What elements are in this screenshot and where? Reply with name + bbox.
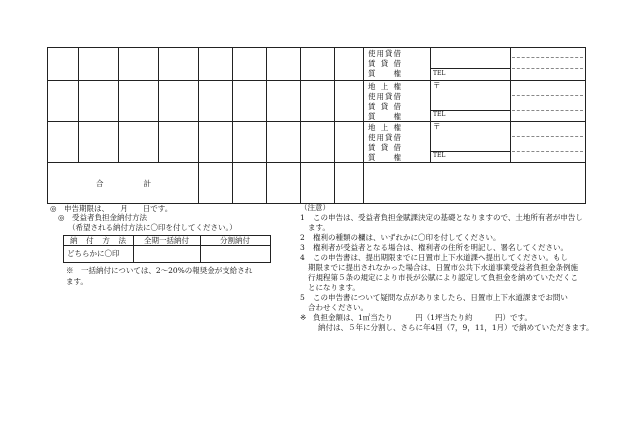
table-grid-line (63, 245, 271, 246)
note-line: 権利の種類の欄は、いずれかに〇印を付してください。 (313, 233, 501, 242)
table-grid-line (270, 235, 271, 263)
payment-heading: ◎ 受益者負担金納付方法 (58, 213, 148, 222)
right-type-label: 賃貸借 (368, 102, 401, 111)
postal-mark: 〒 (433, 81, 441, 90)
right-type-label: 使用貸借 (368, 49, 401, 58)
right-type-label: 質権 (368, 112, 401, 121)
note-line: 行規程第５条の規定により市長が公賦により認定して負担金を納めていただくこ (308, 273, 578, 282)
dashed-guide-line (512, 68, 583, 69)
table-grid-line (47, 162, 48, 204)
table-grid-line (198, 162, 199, 204)
note-line: この申告書について疑問な点がありましたら、日置市上下水道課までお問い (313, 293, 568, 302)
table-grid-line (300, 162, 301, 204)
table-grid-line (47, 47, 586, 48)
right-type-label: 使用貸借 (368, 92, 401, 101)
table-grid-line (47, 80, 586, 81)
payment-header-cell: 分割納付 (220, 236, 250, 245)
note-line: 負担金額は、1㎡当たり 円（1坪当たり約 円）です。 (313, 313, 532, 322)
table-grid-line (363, 47, 364, 163)
table-grid-line (47, 162, 586, 163)
table-grid-line (232, 47, 233, 163)
note-marker: 2 (300, 233, 305, 242)
dashed-guide-line (512, 136, 583, 137)
notes-heading: （注意） (300, 203, 330, 212)
payment-instruction: （希望される納付方法に〇印を付してください。） (68, 223, 237, 232)
table-grid-line (63, 262, 271, 263)
right-type-label: 地上権 (368, 82, 401, 91)
dashed-guide-line (512, 57, 583, 58)
payment-header-cell: 全期一括納付 (144, 236, 189, 245)
dashed-guide-line (512, 95, 583, 96)
table-grid-line (266, 47, 267, 163)
table-grid-line (585, 162, 586, 204)
note-marker: 4 (300, 253, 305, 262)
note-line: 権利者が受益者となる場合は、権利者の住所を明記し、署名してください。 (313, 243, 568, 252)
table-grid-line (334, 47, 335, 163)
note-line: ます。 (308, 223, 330, 232)
right-type-label: 質権 (368, 69, 401, 78)
dashed-guide-line (512, 151, 583, 152)
table-grid-line (585, 47, 586, 163)
payment-row-label: どちらかに〇印 (67, 249, 120, 258)
table-grid-line (430, 47, 431, 163)
table-grid-line (510, 47, 511, 163)
note-line: とになります。 (308, 283, 360, 292)
deadline-text: ◎ 申告期限は、 月 日です。 (50, 204, 173, 213)
table-grid-line (363, 162, 364, 204)
note-marker: ※ (300, 313, 307, 322)
note-line: 期限までに提出されなかった場合は、日置市公共下水道事業受益者負担金条例施 (308, 263, 578, 272)
table-grid-line (334, 162, 335, 204)
table-grid-line (47, 47, 48, 163)
note-marker: 1 (300, 213, 305, 222)
reward-note-line: ます。 (66, 277, 88, 286)
right-type-label: 賃貸借 (368, 59, 401, 68)
right-type-label: 使用貸借 (368, 133, 401, 142)
table-grid-line (232, 162, 233, 204)
table-grid-line (63, 235, 64, 263)
table-grid-line (158, 47, 159, 163)
note-line: この申告は、受益者負担金賦課決定の基礎となりますので、土地所有者が申告し (313, 213, 583, 222)
tel-label: TEL (433, 111, 446, 118)
note-line: 納付は、５年に分割し、さらに年4回（7，9，11，1月）で納めていただきます。 (318, 323, 594, 332)
right-type-label: 賃貸借 (368, 143, 401, 152)
tel-label: TEL (433, 152, 446, 159)
table-grid-line (300, 47, 301, 163)
table-grid-line (47, 121, 586, 122)
table-grid-line (78, 47, 79, 163)
tel-label: TEL (433, 70, 446, 77)
note-line: 合わせください。 (308, 303, 368, 312)
right-type-label: 地上権 (368, 123, 401, 132)
note-marker: 5 (300, 293, 305, 302)
right-type-label: 質権 (368, 153, 401, 162)
total-label: 合計 (96, 179, 151, 188)
payment-header-cell: 納付方法 (70, 236, 126, 245)
dashed-guide-line (512, 110, 583, 111)
table-grid-line (198, 47, 199, 163)
tel-divider-line (430, 68, 511, 69)
reward-note-line: ※ 一括納付については、2～20%の報奨金が支給され (66, 266, 253, 275)
note-line: この申告書は、提出期限までに日置市上下水道課へ提出してください。もし (313, 253, 568, 262)
table-grid-line (118, 47, 119, 163)
note-marker: 3 (300, 243, 305, 252)
table-grid-line (266, 162, 267, 204)
postal-mark: 〒 (433, 122, 441, 131)
